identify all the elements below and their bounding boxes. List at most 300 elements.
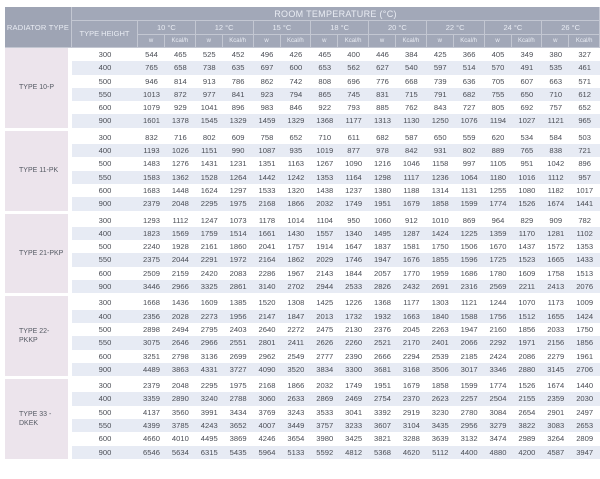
kcal-value-cell: 696 [347, 76, 360, 86]
watt-value-cell: 3639 [431, 434, 449, 444]
kcal-value-cell: 1967 [287, 268, 305, 278]
table-row [5, 392, 600, 405]
watt-value-cell: 1661 [254, 227, 281, 240]
type-height-cell: 600 [98, 103, 112, 113]
kcal-value-cell: 3041 [345, 407, 363, 417]
kcal-value-cell: 2702 [281, 280, 312, 293]
kcal-value-cell: 1226 [345, 298, 363, 308]
table-row [5, 227, 600, 240]
watt-value-cell: 4243 [196, 419, 223, 432]
kcal-value-cell: 1436 [171, 298, 189, 308]
kcal-value-cell: 2956 [454, 419, 485, 432]
watt-value-cell: 1250 [427, 114, 454, 127]
watt-value-cell: 5964 [254, 446, 281, 459]
type-height-cell: 600 [98, 351, 112, 361]
watt-value-cell: 865 [311, 88, 338, 101]
watt-value-cell: 946 [145, 76, 158, 86]
unit-w: w [542, 35, 569, 48]
watt-value-cell: 1351 [258, 159, 276, 169]
kcal-value-cell: 965 [569, 114, 600, 127]
kcal-value-cell: 3654 [287, 434, 305, 444]
watt-value-cell: 2029 [311, 253, 338, 266]
watt-value-cell: 2379 [143, 381, 160, 391]
kcal-value-cell: 1437 [518, 242, 536, 252]
type-height-cell: 400 [72, 310, 138, 323]
watt-value-cell: 1368 [311, 114, 338, 127]
watt-value-cell: 838 [542, 144, 569, 157]
table-row [5, 280, 600, 293]
kcal-value-cell: 1276 [171, 159, 189, 169]
watt-value-cell: 1193 [138, 144, 165, 157]
watt-value-cell: 3084 [489, 407, 507, 417]
kcal-value-cell: 2272 [287, 324, 305, 334]
kcal-value-cell: 3425 [345, 434, 363, 444]
watt-value-cell: 570 [485, 61, 512, 74]
kcal-value-cell: 5435 [223, 446, 254, 459]
kcal-value-cell: 1237 [345, 185, 363, 195]
unit-w: w [485, 35, 512, 48]
kcal-value-cell: 896 [231, 103, 245, 113]
kcal-value-cell: 514 [454, 61, 485, 74]
watt-value-cell: 922 [318, 103, 332, 113]
watt-value-cell: 3681 [369, 363, 396, 376]
watt-value-cell: 380 [549, 50, 563, 59]
kcal-value-cell: 2780 [460, 407, 478, 417]
kcal-value-cell: 635 [223, 61, 254, 74]
watt-value-cell: 1180 [485, 171, 512, 184]
kcal-value-cell: 503 [578, 132, 591, 142]
table-row [5, 114, 600, 127]
watt-value-cell: 1674 [547, 381, 565, 391]
kcal-value-cell: 872 [165, 88, 196, 101]
kcal-value-cell: 1117 [396, 171, 427, 184]
kcal-value-cell: 426 [289, 50, 303, 59]
kcal-value-cell: 1329 [223, 114, 254, 127]
kcal-value-cell: 1971 [512, 336, 543, 349]
watt-value-cell: 3279 [485, 419, 512, 432]
radiator-type-cell: TYPE 33 - DKEK [5, 379, 72, 459]
watt-value-cell: 620 [491, 132, 505, 142]
watt-value-cell: 1380 [374, 185, 391, 195]
kcal-value-cell: 1844 [345, 268, 363, 278]
watt-value-cell: 1298 [369, 171, 396, 184]
watt-value-cell: 1932 [369, 310, 396, 323]
watt-value-cell: 2623 [427, 392, 454, 405]
kcal-value-cell: 1014 [287, 215, 305, 225]
kcal-value-cell: 1749 [345, 381, 363, 391]
watt-value-cell: 1010 [431, 215, 449, 225]
kcal-value-cell: 562 [338, 61, 369, 74]
watt-value-cell: 1105 [489, 159, 507, 169]
radiator-type-header: RADIATOR TYPE [5, 7, 72, 48]
kcal-value-cell: 2654 [518, 407, 536, 417]
watt-value-cell: 663 [549, 76, 563, 86]
type-height-cell: 500 [98, 242, 112, 252]
kcal-value-cell: 1749 [338, 197, 369, 210]
unit-kcal: Kcal/h [512, 35, 543, 48]
watt-value-cell: 1216 [374, 159, 391, 169]
kcal-value-cell: 794 [281, 88, 312, 101]
watt-value-cell: 2640 [258, 324, 276, 334]
watt-value-cell: 3359 [138, 392, 165, 405]
watt-value-cell: 3251 [143, 351, 160, 361]
kcal-value-cell: 2432 [396, 280, 427, 293]
kcal-value-cell: 491 [512, 61, 543, 74]
type-height-cell: 550 [72, 171, 138, 184]
type-height-header: TYPE HEIGHT [72, 21, 138, 48]
unit-kcal: Kcal/h [454, 35, 485, 48]
kcal-value-cell: 877 [338, 144, 369, 157]
watt-value-cell: 4331 [196, 363, 223, 376]
watt-value-cell: 2691 [427, 280, 454, 293]
kcal-value-cell: 1130 [396, 114, 427, 127]
kcal-value-cell: 452 [231, 50, 245, 59]
table-row [5, 446, 600, 459]
kcal-value-cell: 1090 [345, 159, 363, 169]
watt-value-cell: 1368 [374, 298, 391, 308]
watt-value-cell: 1670 [489, 242, 507, 252]
type-height-cell: 500 [98, 324, 112, 334]
kcal-value-cell: 3300 [338, 363, 369, 376]
kcal-value-cell: 1770 [402, 268, 420, 278]
watt-value-cell: 765 [138, 61, 165, 74]
kcal-value-cell: 1102 [569, 227, 600, 240]
kcal-value-cell: 5634 [165, 446, 196, 459]
kcal-value-cell: 2809 [576, 434, 594, 444]
watt-value-cell: 2143 [316, 268, 334, 278]
watt-value-cell: 535 [542, 61, 569, 74]
watt-value-cell: 1609 [200, 298, 218, 308]
watt-value-cell: 978 [369, 144, 396, 157]
watt-value-cell: 2539 [431, 351, 449, 361]
kcal-value-cell: 3104 [396, 419, 427, 432]
watt-value-cell: 2801 [254, 336, 281, 349]
watt-value-cell: 738 [196, 61, 223, 74]
kcal-value-cell: 2411 [281, 336, 312, 349]
kcal-value-cell: 2706 [569, 363, 600, 376]
kcal-value-cell: 2130 [345, 324, 363, 334]
watt-value-cell: 3533 [316, 407, 334, 417]
watt-value-cell: 2795 [200, 324, 218, 334]
watt-value-cell: 6315 [196, 446, 223, 459]
kcal-value-cell: 1430 [281, 227, 312, 240]
temp-header-26: 26 °C [542, 21, 600, 35]
type-height-cell: 550 [72, 253, 138, 266]
type-height-cell: 300 [98, 298, 112, 308]
type-height-cell: 300 [98, 50, 112, 59]
watt-value-cell: 2754 [369, 392, 396, 405]
watt-value-cell: 2359 [542, 392, 569, 405]
watt-value-cell: 2295 [200, 381, 218, 391]
kcal-value-cell: 762 [405, 103, 418, 113]
kcal-value-cell: 1163 [287, 159, 305, 169]
watt-value-cell: 3980 [316, 434, 334, 444]
watt-value-cell: 964 [491, 215, 505, 225]
kcal-value-cell: 3520 [281, 363, 312, 376]
watt-value-cell: 2292 [485, 336, 512, 349]
type-height-cell: 600 [98, 268, 112, 278]
watt-value-cell: 2777 [316, 351, 334, 361]
kcal-value-cell: 461 [569, 61, 600, 74]
kcal-value-cell: 3449 [281, 419, 312, 432]
watt-value-cell: 3136 [200, 351, 218, 361]
kcal-value-cell: 1947 [460, 324, 478, 334]
watt-value-cell: 1236 [427, 171, 454, 184]
kcal-value-cell: 896 [578, 159, 591, 169]
kcal-value-cell: 2257 [454, 392, 485, 405]
kcal-value-cell: 2403 [229, 324, 247, 334]
watt-value-cell: 1255 [489, 185, 507, 195]
kcal-value-cell: 3652 [223, 419, 254, 432]
watt-value-cell: 446 [376, 50, 389, 59]
kcal-value-cell: 4620 [396, 446, 427, 459]
watt-value-cell: 1178 [258, 215, 276, 225]
kcal-value-cell: 2989 [518, 434, 536, 444]
kcal-value-cell: 745 [338, 88, 369, 101]
kcal-value-cell: 2469 [338, 392, 369, 405]
table-row [5, 61, 600, 74]
kcal-value-cell: 658 [165, 61, 196, 74]
temp-header-22: 22 °C [427, 21, 485, 35]
kcal-value-cell: 1297 [229, 185, 247, 195]
table-row [5, 336, 600, 349]
kcal-value-cell: 1676 [396, 253, 427, 266]
watt-value-cell: 627 [369, 61, 396, 74]
kcal-value-cell: 2919 [402, 407, 420, 417]
watt-value-cell: 1424 [427, 227, 454, 240]
kcal-value-cell: 1757 [287, 242, 305, 252]
unit-kcal: Kcal/h [338, 35, 369, 48]
watt-value-cell: 5368 [369, 446, 396, 459]
table-row [5, 101, 600, 114]
watt-value-cell: 2504 [485, 392, 512, 405]
kcal-value-cell: 3132 [460, 434, 478, 444]
unit-kcal: Kcal/h [223, 35, 254, 48]
kcal-value-cell: 1131 [460, 185, 478, 195]
watt-value-cell: 3230 [431, 407, 449, 417]
watt-value-cell: 2898 [143, 324, 160, 334]
kcal-value-cell: 1112 [172, 215, 189, 225]
kcal-value-cell: 912 [405, 215, 418, 225]
kcal-value-cell: 951 [520, 159, 534, 169]
kcal-value-cell: 1599 [454, 197, 485, 210]
kcal-value-cell: 1972 [223, 253, 254, 266]
kcal-value-cell: 2798 [171, 351, 189, 361]
watt-value-cell: 3140 [254, 280, 281, 293]
kcal-value-cell: 2788 [223, 392, 254, 405]
watt-value-cell: 2569 [485, 280, 512, 293]
kcal-value-cell: 2076 [569, 280, 600, 293]
watt-value-cell: 2263 [431, 324, 449, 334]
kcal-value-cell: 1264 [223, 171, 254, 184]
watt-value-cell: 2401 [427, 336, 454, 349]
kcal-value-cell: 1581 [402, 242, 420, 252]
unit-kcal: Kcal/h [281, 35, 312, 48]
kcal-value-cell: 609 [231, 132, 245, 142]
watt-value-cell: 1823 [138, 227, 165, 240]
kcal-value-cell: 607 [520, 76, 534, 86]
kcal-value-cell: 349 [520, 50, 534, 59]
kcal-value-cell: 571 [578, 76, 591, 86]
kcal-value-cell: 3863 [165, 363, 196, 376]
kcal-value-cell: 465 [174, 50, 187, 59]
kcal-value-cell: 1732 [338, 310, 369, 323]
table-row [5, 267, 600, 280]
watt-value-cell: 4090 [254, 363, 281, 376]
kcal-value-cell: 692 [520, 103, 534, 113]
kcal-value-cell: 1046 [402, 159, 420, 169]
room-temperature-header: ROOM TEMPERATURE (°C) [72, 7, 600, 21]
watt-value-cell: 2147 [254, 310, 281, 323]
kcal-value-cell: 636 [462, 76, 476, 86]
kcal-value-cell: 814 [174, 76, 187, 86]
watt-value-cell: 1725 [485, 253, 512, 266]
watt-value-cell: 5592 [311, 446, 338, 459]
kcal-value-cell: 786 [231, 76, 245, 86]
kcal-value-cell: 612 [569, 88, 600, 101]
kcal-value-cell: 2260 [338, 336, 369, 349]
watt-value-cell: 3392 [374, 407, 391, 417]
type-height-cell: 300 [98, 132, 112, 142]
watt-value-cell: 1655 [542, 310, 569, 323]
watt-value-cell: 1442 [254, 171, 281, 184]
watt-value-cell: 808 [318, 76, 332, 86]
watt-value-cell: 885 [376, 103, 389, 113]
kcal-value-cell: 1679 [402, 381, 420, 391]
watt-value-cell: 757 [549, 103, 563, 113]
table-body [5, 48, 600, 459]
watt-value-cell: 2295 [196, 197, 223, 210]
watt-value-cell: 1951 [374, 381, 391, 391]
watt-value-cell: 3821 [374, 434, 391, 444]
watt-value-cell: 3240 [196, 392, 223, 405]
watt-value-cell: 3834 [311, 363, 338, 376]
watt-value-cell: 1438 [316, 185, 334, 195]
watt-value-cell: 1151 [196, 144, 223, 157]
kcal-value-cell: 715 [396, 88, 427, 101]
kcal-value-cell: 929 [174, 103, 187, 113]
kcal-value-cell: 1188 [403, 185, 420, 195]
kcal-value-cell: 765 [512, 144, 543, 157]
kcal-value-cell: 3785 [165, 419, 196, 432]
kcal-value-cell: 793 [347, 103, 360, 113]
watt-value-cell: 3075 [138, 336, 165, 349]
kcal-value-cell: 802 [454, 144, 485, 157]
kcal-value-cell: 1862 [281, 253, 312, 266]
watt-value-cell: 889 [485, 144, 512, 157]
watt-value-cell: 2164 [254, 253, 281, 266]
watt-value-cell: 832 [145, 132, 158, 142]
watt-value-cell: 1495 [369, 227, 396, 240]
table-row [5, 197, 600, 210]
type-height-cell: 900 [72, 363, 138, 376]
kcal-value-cell: 997 [462, 159, 476, 169]
kcal-value-cell: 3727 [223, 363, 254, 376]
unit-w: w [311, 35, 338, 48]
type-height-cell: 500 [98, 159, 112, 169]
watt-value-cell: 1425 [316, 298, 334, 308]
watt-value-cell: 1182 [547, 185, 564, 195]
unit-w: w [254, 35, 281, 48]
type-height-cell: 550 [72, 88, 138, 101]
unit-kcal: Kcal/h [569, 35, 600, 48]
watt-value-cell: 4880 [485, 446, 512, 459]
watt-value-cell: 977 [196, 88, 223, 101]
kcal-value-cell: 1596 [454, 253, 485, 266]
kcal-value-cell: 1424 [569, 310, 600, 323]
table-row [5, 75, 600, 88]
radiator-type-cell: TYPE 11-PK [5, 131, 72, 211]
type-height-cell: 900 [72, 114, 138, 127]
watt-value-cell: 758 [260, 132, 274, 142]
kcal-value-cell: 2048 [165, 197, 196, 210]
kcal-value-cell: 2861 [223, 280, 254, 293]
watt-value-cell: 4587 [542, 446, 569, 459]
kcal-value-cell: 3243 [287, 407, 305, 417]
watt-value-cell: 1756 [485, 310, 512, 323]
kcal-value-cell: 2211 [512, 280, 543, 293]
watt-value-cell: 1528 [196, 171, 223, 184]
table-row [5, 214, 600, 227]
watt-value-cell: 4007 [254, 419, 281, 432]
watt-value-cell: 1359 [485, 227, 512, 240]
watt-value-cell: 1601 [138, 114, 165, 127]
radiator-type-cell: TYPE 22-PKKP [5, 296, 72, 376]
watt-value-cell: 2666 [374, 351, 391, 361]
type-height-cell: 400 [72, 392, 138, 405]
watt-value-cell: 496 [260, 50, 274, 59]
kcal-value-cell: 1588 [454, 310, 485, 323]
kcal-value-cell: 1170 [512, 227, 543, 240]
table-row [5, 310, 600, 323]
kcal-value-cell: 2170 [396, 336, 427, 349]
watt-value-cell: 755 [485, 88, 512, 101]
watt-value-cell: 1104 [316, 215, 333, 225]
kcal-value-cell: 1177 [338, 114, 369, 127]
kcal-value-cell: 782 [578, 215, 591, 225]
kcal-value-cell: 2045 [402, 324, 420, 334]
watt-value-cell: 682 [376, 132, 389, 142]
watt-value-cell: 4495 [200, 434, 218, 444]
type-height-cell: 500 [98, 76, 112, 86]
kcal-value-cell: 534 [520, 132, 534, 142]
watt-value-cell: 1042 [547, 159, 565, 169]
watt-value-cell: 405 [491, 50, 505, 59]
watt-value-cell: 1914 [316, 242, 334, 252]
watt-value-cell: 1858 [431, 381, 449, 391]
watt-value-cell: 650 [433, 132, 447, 142]
unit-w: w [369, 35, 396, 48]
kcal-value-cell: 327 [578, 50, 591, 59]
kcal-value-cell: 1017 [576, 185, 594, 195]
kcal-value-cell: 1523 [512, 253, 543, 266]
kcal-value-cell: 2549 [287, 351, 305, 361]
type-height-cell: 600 [98, 434, 112, 444]
kcal-value-cell: 2086 [518, 351, 536, 361]
table-row [5, 253, 600, 266]
watt-value-cell: 776 [376, 76, 389, 86]
watt-value-cell: 1837 [374, 242, 391, 252]
watt-value-cell: 2273 [196, 310, 223, 323]
kcal-value-cell: 1027 [512, 114, 543, 127]
watt-value-cell: 3446 [138, 280, 165, 293]
kcal-value-cell: 2966 [165, 280, 196, 293]
watt-value-cell: 584 [549, 132, 563, 142]
type-height-cell: 550 [72, 336, 138, 349]
kcal-value-cell: 682 [454, 88, 485, 101]
kcal-value-cell: 1242 [281, 171, 312, 184]
watt-value-cell: 1840 [427, 310, 454, 323]
